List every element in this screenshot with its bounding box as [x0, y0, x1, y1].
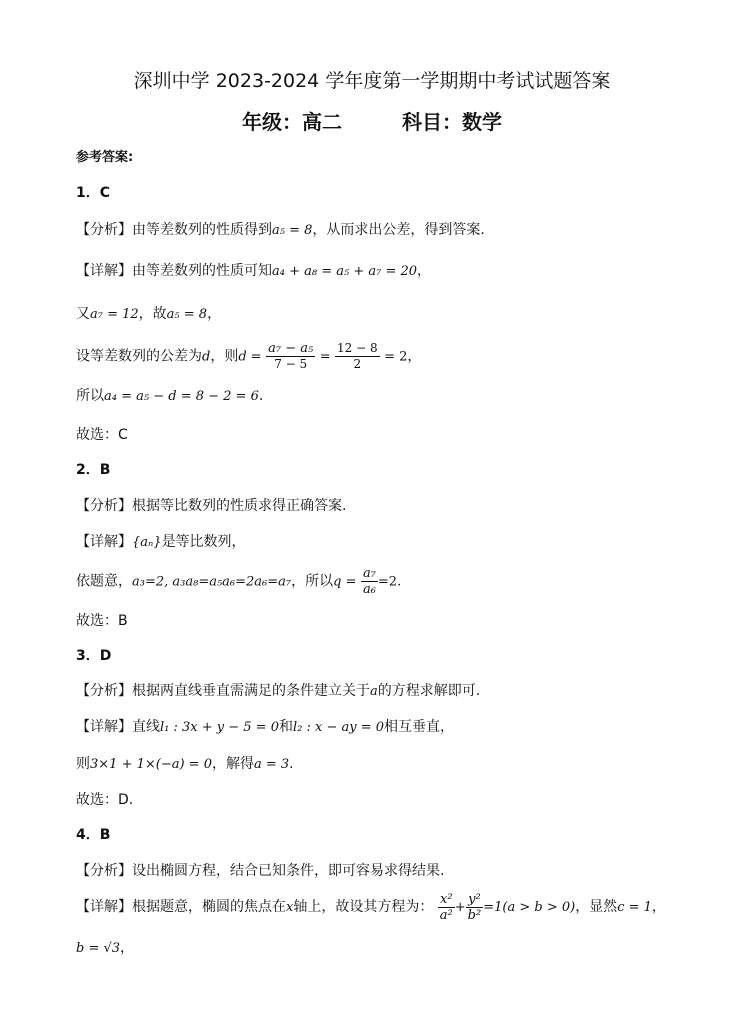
q4-detail: 【详解】根据题意，椭圆的焦点在x轴上，故设其方程为： $\frac{\text{x²}}{\text{a²}}$ + $\frac{\text{y²}}{\text{b²}}$ =1(a > b > 0)，显然c = 1， — [76, 891, 666, 923]
q4-fraction-x: $\frac{\text{x²}}{\text{a²}}$ — [439, 891, 453, 923]
subject-label: 科目：数学 — [402, 110, 502, 134]
q4-analysis: 【分析】设出椭圆方程，结合已知条件，即可容易求得结果. — [76, 863, 445, 879]
q1-analysis: 【分析】由等差数列的性质得到a₅ = 8，从而求出公差，得到答案. — [76, 222, 485, 238]
q4-fraction-y: $\frac{\text{y²}}{\text{b²}}$ — [467, 891, 482, 923]
q1-answer-header: 1．C — [76, 185, 111, 201]
q2-detail-line2: 依题意，a₃=2, a₃a₈=a₅a₆=2a₆=a₇，所以q = $\frac{\text{a₇}}{\text{a₆}}$ =2. — [76, 566, 402, 597]
q2-choice: 故选：B — [76, 613, 128, 629]
q3-choice: 故选：D. — [76, 792, 134, 808]
document-title: 深圳中学 2023-2024 学年度第一学期期中考试试题答案 — [133, 70, 611, 92]
q1-detail-line2: 又a₇ = 12，故a₅ = 8， — [76, 306, 222, 322]
q2-detail: 【详解】{aₙ}是等比数列， — [76, 534, 246, 550]
q4-answer-header: 4．B — [76, 827, 111, 843]
q1-detail: 【详解】由等差数列的性质可知a₄ + a₈ = a₅ + a₇ = 20， — [76, 263, 432, 279]
q1-fraction-2: $\frac{12 - 8}{2}$ — [337, 341, 378, 371]
q4-detail-line2: b = √3， — [76, 940, 135, 956]
q2-fraction: $\frac{\text{a₇}}{\text{a₆}}$ — [362, 566, 376, 597]
q2-answer-header: 2．B — [76, 462, 111, 478]
q1-fraction-1: $\frac{\text{a₇ − a₅}}{7 - 5}$ — [268, 341, 314, 371]
q2-analysis: 【分析】根据等比数列的性质求得正确答案. — [76, 498, 347, 514]
q1-detail-line3: 设等差数列的公差为d，则d = $\frac{\text{a₇ − a₅}}{7 - 5}$ = $\frac{12 - 8}{2}$ = 2， — [76, 341, 422, 371]
q1-detail-line4: 所以a₄ = a₅ − d = 8 − 2 = 6. — [76, 388, 264, 404]
q3-detail: 【详解】直线l₁ : 3x + y − 5 = 0和l₂ : x − ay = 0相互垂直， — [76, 719, 455, 735]
section-label: 参考答案: — [76, 150, 134, 165]
grade-label: 年级：高二 — [242, 110, 342, 134]
q1-choice: 故选：C — [76, 427, 128, 443]
q3-analysis: 【分析】根据两直线垂直需满足的条件建立关于a的方程求解即可. — [76, 683, 481, 699]
grade-subject-line — [0, 106, 744, 135]
q3-detail-line2: 则3×1 + 1×(−a) = 0，解得a = 3. — [76, 756, 294, 772]
q3-answer-header: 3．D — [76, 648, 112, 664]
